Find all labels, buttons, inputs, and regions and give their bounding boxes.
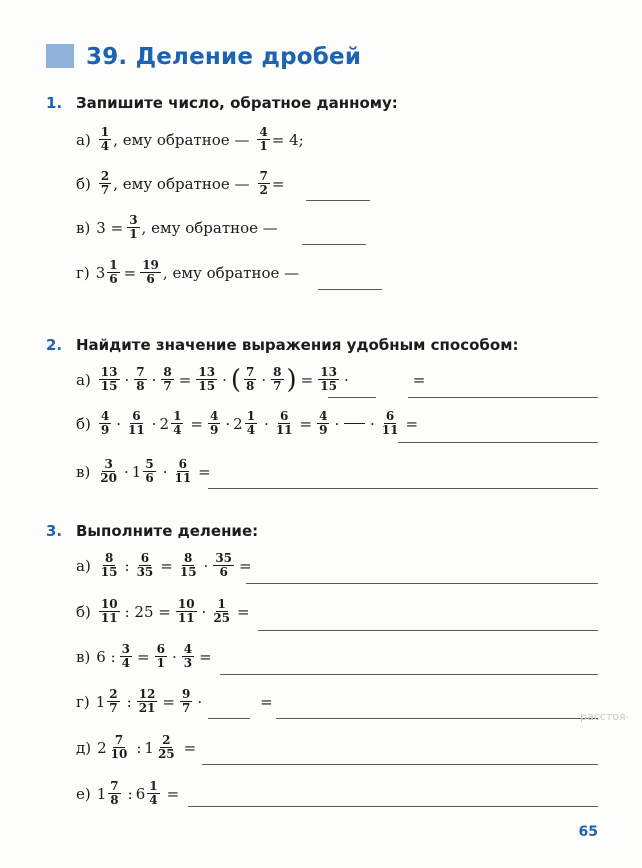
task-3v: в) 6 : $\frac{3}{4}$ = $\frac{6}{1}$ · $\frac{4}{3}$ = [76, 642, 212, 670]
margin-note: расстоя- [580, 710, 630, 723]
task-2a: а) $\frac{13}{15}$ · $\frac{7}{8}$ · $\frac{8}{7}$ = $\frac{13}{15}$ · ( $\frac{7}{8}$ · $\frac{8}{7}$ ) = $\frac{13}{15}$ · = [76, 364, 426, 395]
task-1g: г) 3 $\frac{1}{6}$ = $\frac{19}{6}$ , ему обратное — [76, 258, 300, 286]
task-2b: б) $\frac{4}{9}$ · $\frac{6}{11}$ · 2 $\frac{1}{4}$ = $\frac{4}{9}$ · 2 $\frac{1}{4}$ · $\frac{6}{11}$ = $\frac{4}{9}$ · · $\frac{6}{11}$ = [76, 409, 419, 437]
section-marker [46, 44, 74, 68]
answer-line[interactable] [306, 200, 370, 201]
task-1-text: Запишите число, обратное данному: [76, 94, 398, 112]
answer-line[interactable] [208, 488, 598, 489]
task-1b: б) $\frac{2}{7}$ , ему обратное — $\frac{7}{2}$ = [76, 169, 285, 197]
answer-line[interactable] [188, 806, 598, 807]
task-2-text: Найдите значение выражения удобным способом: [76, 336, 519, 354]
task-3-text: Выполните деление: [76, 522, 259, 540]
section-title: 39. Деление дробей [86, 44, 362, 70]
task-2v: в) $\frac{3}{20}$ · 1 $\frac{5}{6}$ · $\frac{6}{11}$ = [76, 457, 211, 485]
answer-line[interactable] [246, 583, 598, 584]
task-1-number: 1. [46, 94, 63, 112]
task-3g: г) 1 $\frac{2}{7}$ : $\frac{12}{21}$ = $\frac{9}{7}$ · = [76, 687, 273, 715]
answer-line[interactable] [328, 397, 376, 398]
task-3a: а) $\frac{8}{15}$ : $\frac{6}{35}$ = $\frac{8}{15}$ · $\frac{35}{6}$ = [76, 551, 252, 579]
task-2-number: 2. [46, 336, 63, 354]
answer-line[interactable] [258, 630, 598, 631]
answer-line[interactable] [408, 397, 598, 398]
answer-line[interactable] [208, 718, 250, 719]
task-3d: д) 2 $\frac{7}{10}$ : 1 $\frac{2}{25}$ = [76, 733, 197, 761]
answer-line[interactable] [302, 244, 366, 245]
answer-line[interactable] [220, 674, 598, 675]
task-3-number: 3. [46, 522, 63, 540]
page-number: 65 [578, 824, 598, 840]
task-3e: е) 1 $\frac{7}{8}$ : 6 $\frac{1}{4}$ = [76, 779, 180, 807]
answer-line[interactable] [202, 764, 598, 765]
answer-line[interactable] [398, 442, 598, 443]
answer-line[interactable] [318, 289, 382, 290]
answer-line[interactable] [276, 718, 598, 719]
task-3b: б) $\frac{10}{11}$ : 25 = $\frac{10}{11}$ · $\frac{1}{25}$ = [76, 597, 250, 625]
task-1a: а) $\frac{1}{4}$ , ему обратное — $\frac{4}{1}$ = 4; [76, 125, 304, 153]
task-1v: в) 3 = $\frac{3}{1}$ , ему обратное — [76, 213, 278, 241]
